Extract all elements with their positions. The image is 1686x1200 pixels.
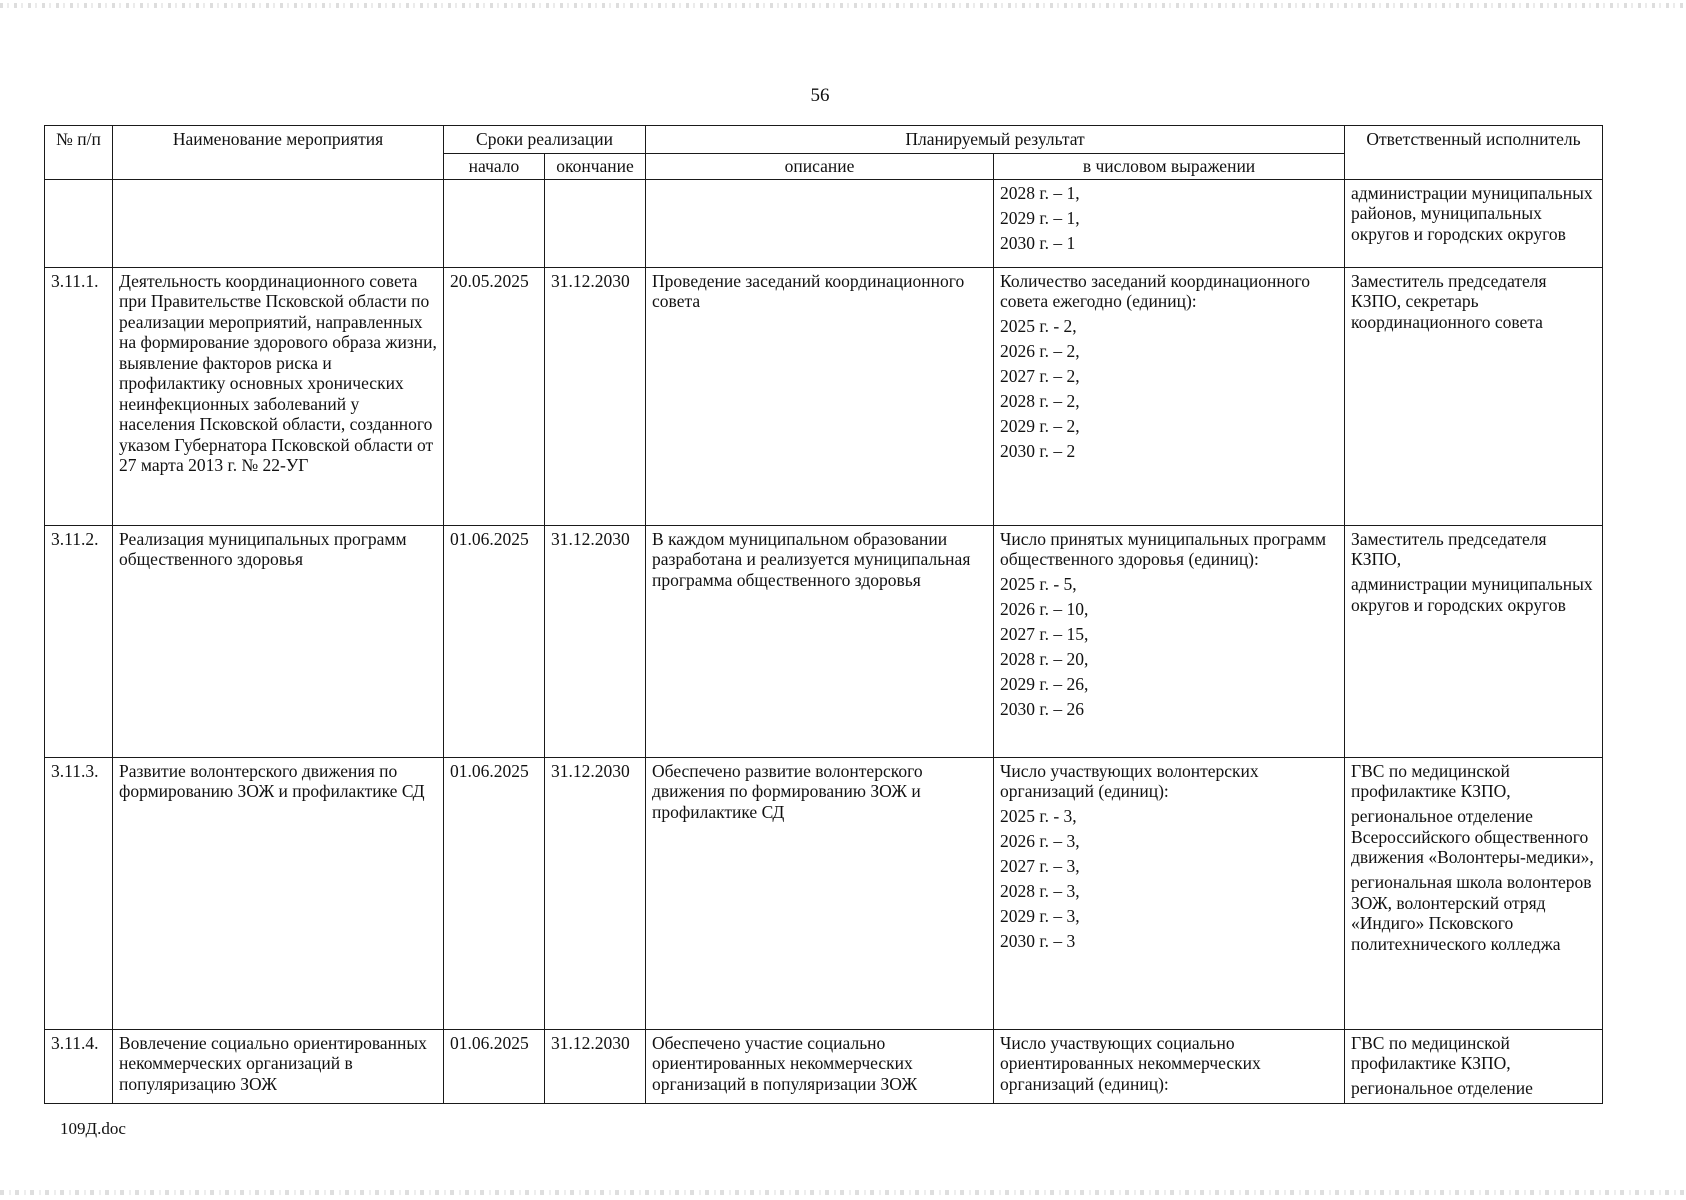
cell-end: 31.12.2030	[545, 757, 646, 1029]
numeric-value: 2030 г. – 2	[1000, 441, 1076, 461]
numeric-value: 2028 г. – 3,	[1000, 881, 1080, 901]
header-terms: Сроки реализации	[444, 126, 646, 154]
numeric-value: 2025 г. - 3,	[1000, 806, 1077, 826]
cell-responsible	[1345, 267, 1603, 525]
cell-end	[545, 179, 646, 267]
scan-edge-bottom	[0, 1190, 1686, 1195]
cell-name: Реализация муниципальных программ общественного здоровья	[113, 525, 444, 757]
numeric-value: 2029 г. – 2,	[1000, 416, 1080, 436]
responsible-paragraph: Заместитель председателя КЗПО, секретарь координационного совета	[1351, 270, 1547, 332]
table-row	[45, 1029, 1603, 1103]
cell-responsible	[1345, 1029, 1603, 1103]
table-row	[45, 267, 1603, 525]
header-description: описание	[646, 154, 994, 180]
cell-numeric	[994, 1029, 1345, 1103]
numeric-title: Число участвующих социально ориентированных некоммерческих организаций (единиц):	[1000, 1032, 1261, 1094]
responsible-paragraph: региональное отделение Всероссийского общественного движения «Волонтеры-медики»,	[1351, 806, 1594, 867]
responsible-paragraph: региональное отделение	[1351, 1078, 1533, 1098]
cell-num: 3.11.4.	[45, 1029, 113, 1103]
numeric-value: 2027 г. – 3,	[1000, 856, 1080, 876]
numeric-value: 2030 г. – 26	[1000, 699, 1084, 719]
responsible-paragraph: ГВС по медицинской профилактике КЗПО,	[1351, 760, 1511, 801]
page-number: 56	[810, 85, 830, 106]
responsible-paragraph: администрации муниципальных районов, муниципальных округов и городских округов	[1351, 182, 1593, 244]
table-header	[45, 126, 1603, 180]
header-responsible: Ответственный исполнитель	[1345, 126, 1603, 180]
cell-num: 3.11.3.	[45, 757, 113, 1029]
header-result: Планируемый результат	[646, 126, 1345, 154]
table-row	[45, 525, 1603, 757]
numeric-value: 2028 г. – 1,	[1000, 182, 1080, 203]
responsible-paragraph: ГВС по медицинской профилактике КЗПО,	[1351, 1032, 1511, 1073]
header-num: № п/п	[45, 126, 113, 180]
cell-end: 31.12.2030	[545, 267, 646, 525]
cell-description: Обеспечено участие социально ориентированных некоммерческих организаций в популяризации ЗОЖ	[646, 1029, 994, 1103]
responsible-paragraph: региональная школа волонтеров ЗОЖ, волонтерский отряд «Индиго» Псковского политехнического колледжа	[1351, 872, 1592, 954]
cell-numeric	[994, 179, 1345, 267]
cell-num: 3.11.2.	[45, 525, 113, 757]
cell-end: 31.12.2030	[545, 1029, 646, 1103]
cell-end: 31.12.2030	[545, 525, 646, 757]
numeric-value: 2029 г. – 1,	[1000, 207, 1080, 228]
cell-start: 01.06.2025	[444, 525, 545, 757]
numeric-value: 2029 г. – 26,	[1000, 674, 1089, 694]
cell-description	[646, 179, 994, 267]
numeric-value: 2030 г. – 3	[1000, 931, 1076, 951]
cell-num: 3.11.1.	[45, 267, 113, 525]
table-row-continued	[45, 179, 1603, 267]
header-numeric: в числовом выражении	[994, 154, 1345, 180]
cell-responsible	[1345, 757, 1603, 1029]
document-filename: 109Д.doc	[60, 1119, 126, 1138]
table-row	[45, 757, 1603, 1029]
numeric-value: 2028 г. – 2,	[1000, 391, 1080, 411]
header-end: окончание	[545, 154, 646, 180]
numeric-title: Количество заседаний координационного совета ежегодно (единиц):	[1000, 270, 1310, 311]
scan-edge-top	[0, 3, 1686, 8]
numeric-value: 2028 г. – 20,	[1000, 649, 1089, 669]
cell-numeric	[994, 267, 1345, 525]
numeric-title: Число принятых муниципальных программ общественного здоровья (единиц):	[1000, 528, 1327, 569]
cell-responsible	[1345, 525, 1603, 757]
cell-description: Проведение заседаний координационного совета	[646, 267, 994, 525]
numeric-value: 2027 г. – 15,	[1000, 624, 1089, 644]
cell-description: Обеспечено развитие волонтерского движения по формированию ЗОЖ и профилактике СД	[646, 757, 994, 1029]
table-body	[45, 179, 1603, 1103]
activities-table	[44, 125, 1603, 1104]
cell-numeric	[994, 525, 1345, 757]
cell-name: Деятельность координационного совета при Правительстве Псковской области по реализации мероприятий, направленных на формирование здорового образа жизни, выявление факторов риска и профилактику основных хронических неинфекционных заболеваний у населения Псковской области, созданного указом Губернатора Псковской области от 27 марта 2013 г. № 22-УГ	[113, 267, 444, 525]
cell-start	[444, 179, 545, 267]
cell-name: Вовлечение социально ориентированных некоммерческих организаций в популяризацию ЗОЖ	[113, 1029, 444, 1103]
cell-name	[113, 179, 444, 267]
numeric-value: 2025 г. - 5,	[1000, 574, 1077, 594]
numeric-value: 2026 г. – 10,	[1000, 599, 1089, 619]
cell-name: Развитие волонтерского движения по формированию ЗОЖ и профилактике СД	[113, 757, 444, 1029]
numeric-value: 2030 г. – 1	[1000, 232, 1076, 253]
numeric-value: 2027 г. – 2,	[1000, 366, 1080, 386]
numeric-title: Число участвующих волонтерских организаций (единиц):	[1000, 760, 1259, 801]
cell-num	[45, 179, 113, 267]
cell-description: В каждом муниципальном образовании разработана и реализуется муниципальная программа общественного здоровья	[646, 525, 994, 757]
numeric-value: 2029 г. – 3,	[1000, 906, 1080, 926]
responsible-paragraph: администрации муниципальных округов и городских округов	[1351, 574, 1593, 615]
cell-responsible	[1345, 179, 1603, 267]
cell-start: 20.05.2025	[444, 267, 545, 525]
cell-numeric	[994, 757, 1345, 1029]
header-name: Наименование мероприятия	[113, 126, 444, 180]
numeric-value: 2025 г. - 2,	[1000, 316, 1077, 336]
numeric-value: 2026 г. – 3,	[1000, 831, 1080, 851]
cell-start: 01.06.2025	[444, 1029, 545, 1103]
responsible-paragraph: Заместитель председателя КЗПО,	[1351, 528, 1547, 569]
header-start: начало	[444, 154, 545, 180]
numeric-value: 2026 г. – 2,	[1000, 341, 1080, 361]
cell-start: 01.06.2025	[444, 757, 545, 1029]
